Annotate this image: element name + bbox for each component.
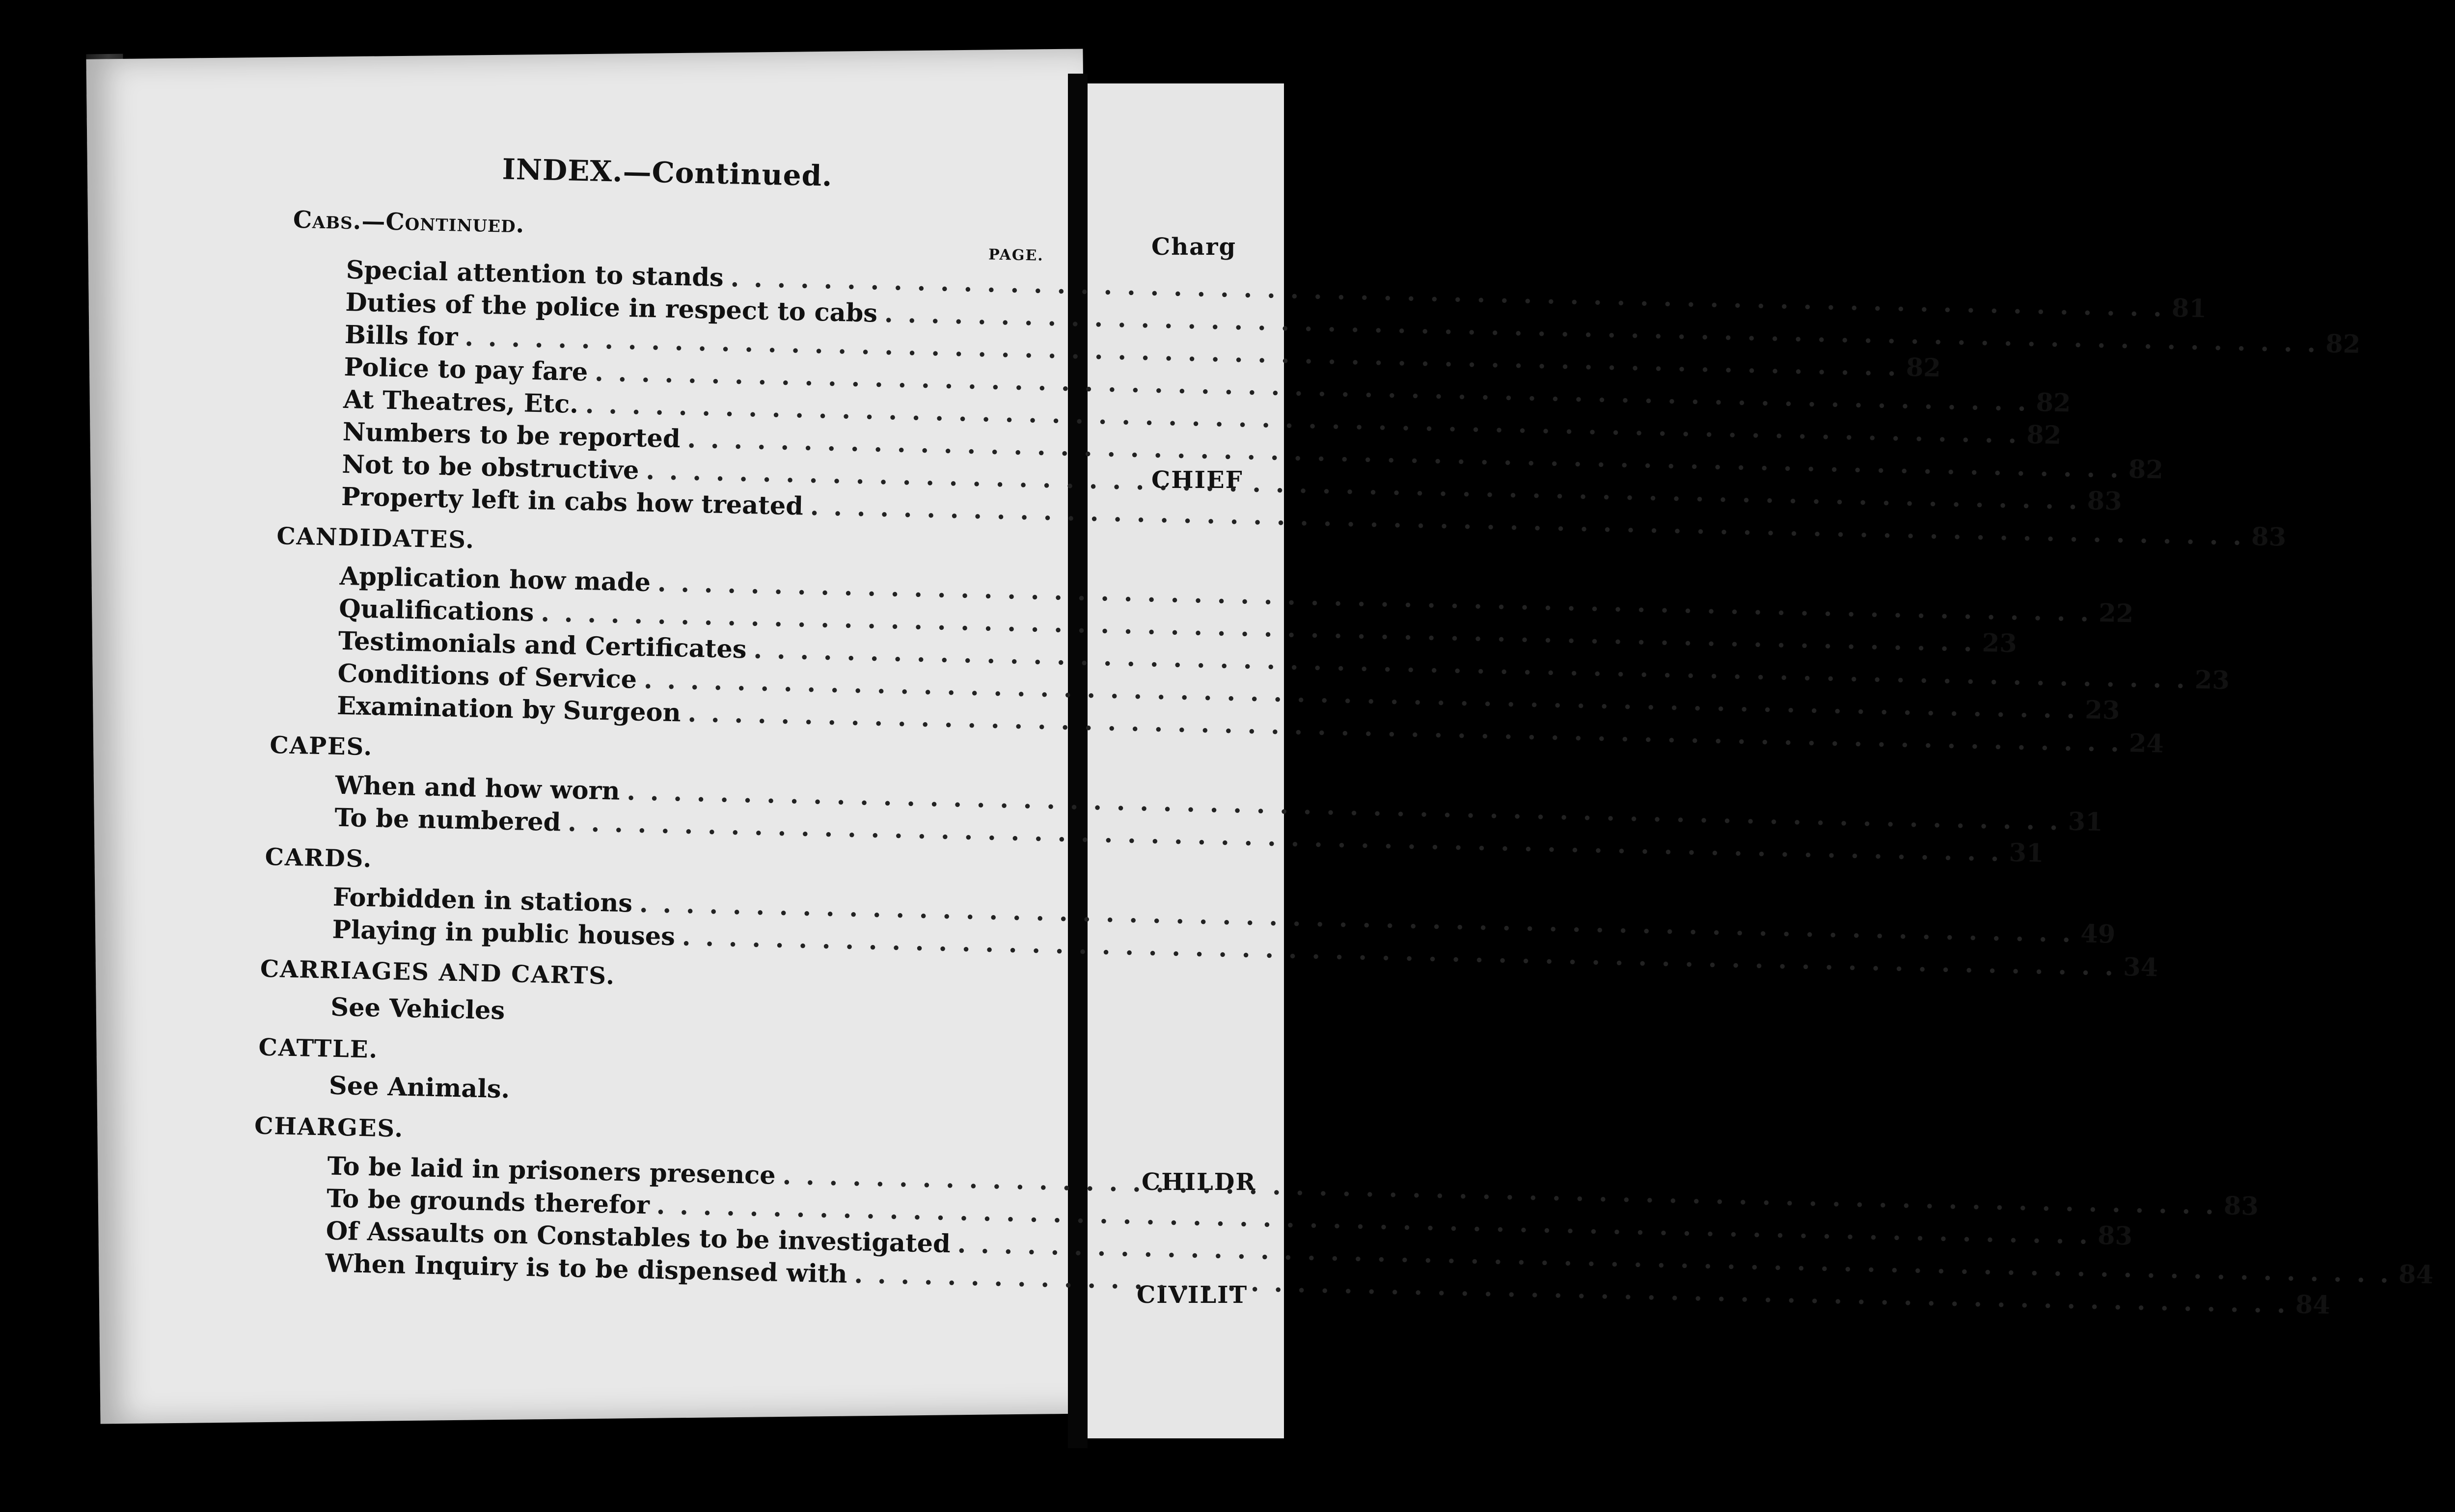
index-entry-page-number: 82 [2026, 420, 2062, 451]
index-entry-page-number: 82 [2128, 455, 2164, 485]
page-column-header: PAGE. [988, 246, 1044, 265]
index-entry-page-number: 82 [1906, 352, 1941, 383]
index-entry-label: At Theatres, Etc. [343, 384, 579, 419]
index-entry-page-number: 24 [2128, 729, 2164, 759]
index-entry-page-number: 81 [2171, 293, 2207, 324]
section-heading-cards: CARDS. [265, 843, 373, 873]
index-entry-label: Property left in cabs how treated [341, 482, 804, 521]
section-heading-candidates: CANDIDATES. [276, 522, 475, 554]
index-entry-label: Examination by Surgeon [336, 691, 682, 728]
section-heading-carriages: CARRIAGES AND CARTS. [260, 955, 616, 990]
index-entry-page-number: 83 [2251, 522, 2287, 552]
index-entry-page-number: 84 [2398, 1259, 2434, 1290]
index-entry-label: To be laid in prisoners presence [327, 1151, 776, 1190]
see-reference-animals: See Animals. [328, 1071, 510, 1105]
index-entry-label: When and how worn [335, 770, 621, 806]
right-heading-civility: CIVILIT [1137, 1281, 1248, 1309]
index-entry-label: Duties of the police in respect to cabs [345, 287, 878, 328]
page-title: INDEX.—Continued. [502, 152, 833, 193]
index-entry-label: Special attention to stands [346, 255, 724, 293]
index-entry-page-number: 84 [2295, 1290, 2331, 1321]
section-heading-cattle: CATTLE. [258, 1033, 379, 1064]
index-entry-page-number: 31 [2008, 838, 2045, 868]
section-heading-charges: CHARGES. [254, 1112, 404, 1143]
index-entry-label: Bills for [344, 320, 459, 352]
right-heading-children: CHILDR [1142, 1168, 1256, 1196]
index-entry-label: To be grounds therefor [326, 1184, 650, 1220]
index-entry-label: Conditions of Service [337, 658, 637, 695]
index-entry-page-number: 83 [2087, 486, 2123, 516]
index-entry-label: Qualifications [338, 594, 535, 628]
index-entry-label: Forbidden in stations [332, 882, 633, 918]
index-entry-page-number: 82 [2035, 388, 2072, 418]
index-entry-page-number: 83 [2097, 1221, 2133, 1251]
index-entry-page-number: 34 [2123, 952, 2158, 983]
index-entry-page-number: 49 [2080, 919, 2116, 949]
index-entry-label: Of Assaults on Constables to be investigated [326, 1216, 951, 1259]
index-entry-label: Playing in public houses [332, 915, 676, 952]
section-heading-cabs: Cabs.—Continued. [293, 206, 525, 239]
index-entry-page-number: 31 [2068, 807, 2103, 837]
index-entry-page-number: 83 [2223, 1191, 2259, 1221]
right-heading-charges: Charg [1151, 233, 1237, 261]
index-entry-label: Application how made [339, 561, 651, 598]
index-entry-page-number: 82 [2325, 329, 2361, 359]
index-entry-label: Testimonials and Certificates [338, 626, 747, 665]
index-entry-label: Not to be obstructive [341, 449, 640, 486]
section-heading-capes: CAPES. [269, 731, 373, 761]
index-entry-label: When Inquiry is to be dispensed with [325, 1248, 848, 1289]
index-entry-label: Police to pay fare [344, 352, 588, 387]
index-entry-page-number: 23 [2084, 695, 2120, 726]
index-entry-page-number: 23 [2194, 665, 2230, 696]
index-entry-page-number: 22 [2098, 598, 2134, 629]
right-heading-chief: CHIEF [1151, 466, 1243, 494]
see-reference-vehicles: See Vehicles [330, 992, 505, 1026]
index-entry-page-number: 23 [1982, 628, 2018, 659]
index-entry-label: Numbers to be reported [342, 417, 681, 454]
index-entry-label: To be numbered [334, 803, 561, 837]
